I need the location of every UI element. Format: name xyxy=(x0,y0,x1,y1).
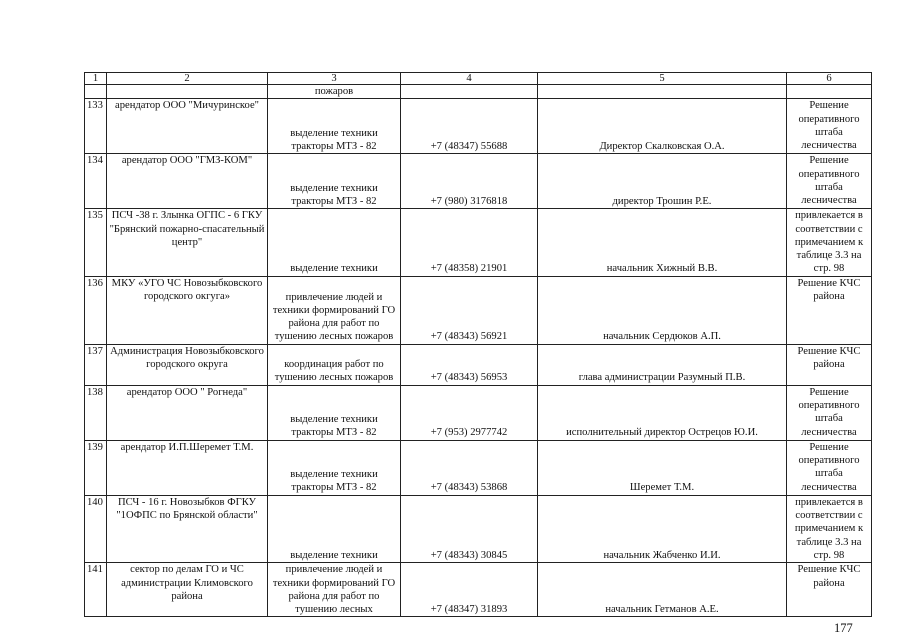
continuation-cell xyxy=(85,85,107,99)
activity: выделение техники тракторы МТЗ - 82 xyxy=(268,154,401,209)
activity: выделение техники тракторы МТЗ - 82 xyxy=(268,99,401,154)
row-number: 135 xyxy=(85,209,107,276)
decision: Решение оперативного штаба лесничества xyxy=(787,440,872,495)
table-row xyxy=(85,154,872,209)
page-number: 177 xyxy=(834,621,853,635)
activity: привлечение людей и техники формирований ГО района для работ по тушению лесных пожаров xyxy=(268,276,401,344)
contact-person: глава администрации Разумный П.В. xyxy=(538,344,787,385)
decision: Решение оперативного штаба лесничества xyxy=(787,154,872,209)
table-row xyxy=(85,495,872,562)
organization: Администрация Новозыбковского городского округа xyxy=(107,344,268,385)
table-row xyxy=(85,209,872,276)
decision: Решение КЧС района xyxy=(787,276,872,344)
row-number: 134 xyxy=(85,154,107,209)
activity: координация работ по тушению лесных пожаров xyxy=(268,344,401,385)
header-cell: 6 xyxy=(787,73,872,85)
table-row xyxy=(85,276,872,344)
organization: сектор по делам ГО и ЧС администрации Климовского района xyxy=(107,563,268,617)
organization: арендатор ООО "ГМЗ-КОМ" xyxy=(107,154,268,209)
continuation-cell xyxy=(787,85,872,99)
header-cell: 3 xyxy=(268,73,401,85)
phone: +7 (953) 2977742 xyxy=(401,385,538,440)
organization: арендатор И.П.Шеремет Т.М. xyxy=(107,440,268,495)
organization: арендатор ООО "Мичуринское" xyxy=(107,99,268,154)
decision: Решение КЧС района xyxy=(787,344,872,385)
contact-person: Директор Скалковская О.А. xyxy=(538,99,787,154)
table-row xyxy=(85,344,872,385)
continuation-activity: пожаров xyxy=(268,85,401,99)
decision: привлекается в соответствии с примечанием к таблице 3.3 на стр. 98 xyxy=(787,495,872,562)
row-number: 141 xyxy=(85,563,107,617)
phone: +7 (48358) 21901 xyxy=(401,209,538,276)
activity: выделение техники xyxy=(268,209,401,276)
activity: выделение техники xyxy=(268,495,401,562)
row-number: 136 xyxy=(85,276,107,344)
continuation-row xyxy=(85,85,872,99)
row-number: 138 xyxy=(85,385,107,440)
header-cell: 1 xyxy=(85,73,107,85)
header-cell: 5 xyxy=(538,73,787,85)
header-cell: 4 xyxy=(401,73,538,85)
header-cell: 2 xyxy=(107,73,268,85)
continuation-cell xyxy=(538,85,787,99)
decision: Решение оперативного штаба лесничества xyxy=(787,99,872,154)
organization: МКУ «УГО ЧС Новозыбковского городского окгуга» xyxy=(107,276,268,344)
document-table xyxy=(84,72,872,617)
header-row xyxy=(85,73,872,85)
table-row xyxy=(85,563,872,617)
table-row xyxy=(85,385,872,440)
organization: арендатор ООО " Рогнеда" xyxy=(107,385,268,440)
phone: +7 (48347) 55688 xyxy=(401,99,538,154)
table-row xyxy=(85,99,872,154)
row-number: 133 xyxy=(85,99,107,154)
contact-person: начальник Гетманов А.Е. xyxy=(538,563,787,617)
contact-person: начальник Жабченко И.И. xyxy=(538,495,787,562)
contact-person: исполнительный директор Острецов Ю.И. xyxy=(538,385,787,440)
phone: +7 (48343) 53868 xyxy=(401,440,538,495)
row-number: 140 xyxy=(85,495,107,562)
decision: Решение КЧС района xyxy=(787,563,872,617)
decision: Решение оперативного штаба лесничества xyxy=(787,385,872,440)
contact-person: Шеремет Т.М. xyxy=(538,440,787,495)
phone: +7 (980) 3176818 xyxy=(401,154,538,209)
phone: +7 (48343) 56953 xyxy=(401,344,538,385)
phone: +7 (48347) 31893 xyxy=(401,563,538,617)
decision: привлекается в соответствии с примечанием к таблице 3.3 на стр. 98 xyxy=(787,209,872,276)
activity: выделение техники тракторы МТЗ - 82 xyxy=(268,385,401,440)
row-number: 139 xyxy=(85,440,107,495)
organization: ПСЧ - 16 г. Новозыбков ФГКУ "1ОФПС по Брянской области" xyxy=(107,495,268,562)
contact-person: начальник Сердюков А.П. xyxy=(538,276,787,344)
row-number: 137 xyxy=(85,344,107,385)
contact-person: директор Трошин Р.Е. xyxy=(538,154,787,209)
activity: привлечение людей и техники формирований ГО района для работ по тушению лесных xyxy=(268,563,401,617)
phone: +7 (48343) 30845 xyxy=(401,495,538,562)
activity: выделение техники тракторы МТЗ - 82 xyxy=(268,440,401,495)
table-row xyxy=(85,440,872,495)
organization: ПСЧ -38 г. Злынка ОГПС - 6 ГКУ "Брянский пожарно-спасательный центр" xyxy=(107,209,268,276)
contact-person: начальник Хижный В.В. xyxy=(538,209,787,276)
continuation-cell xyxy=(401,85,538,99)
continuation-cell xyxy=(107,85,268,99)
phone: +7 (48343) 56921 xyxy=(401,276,538,344)
